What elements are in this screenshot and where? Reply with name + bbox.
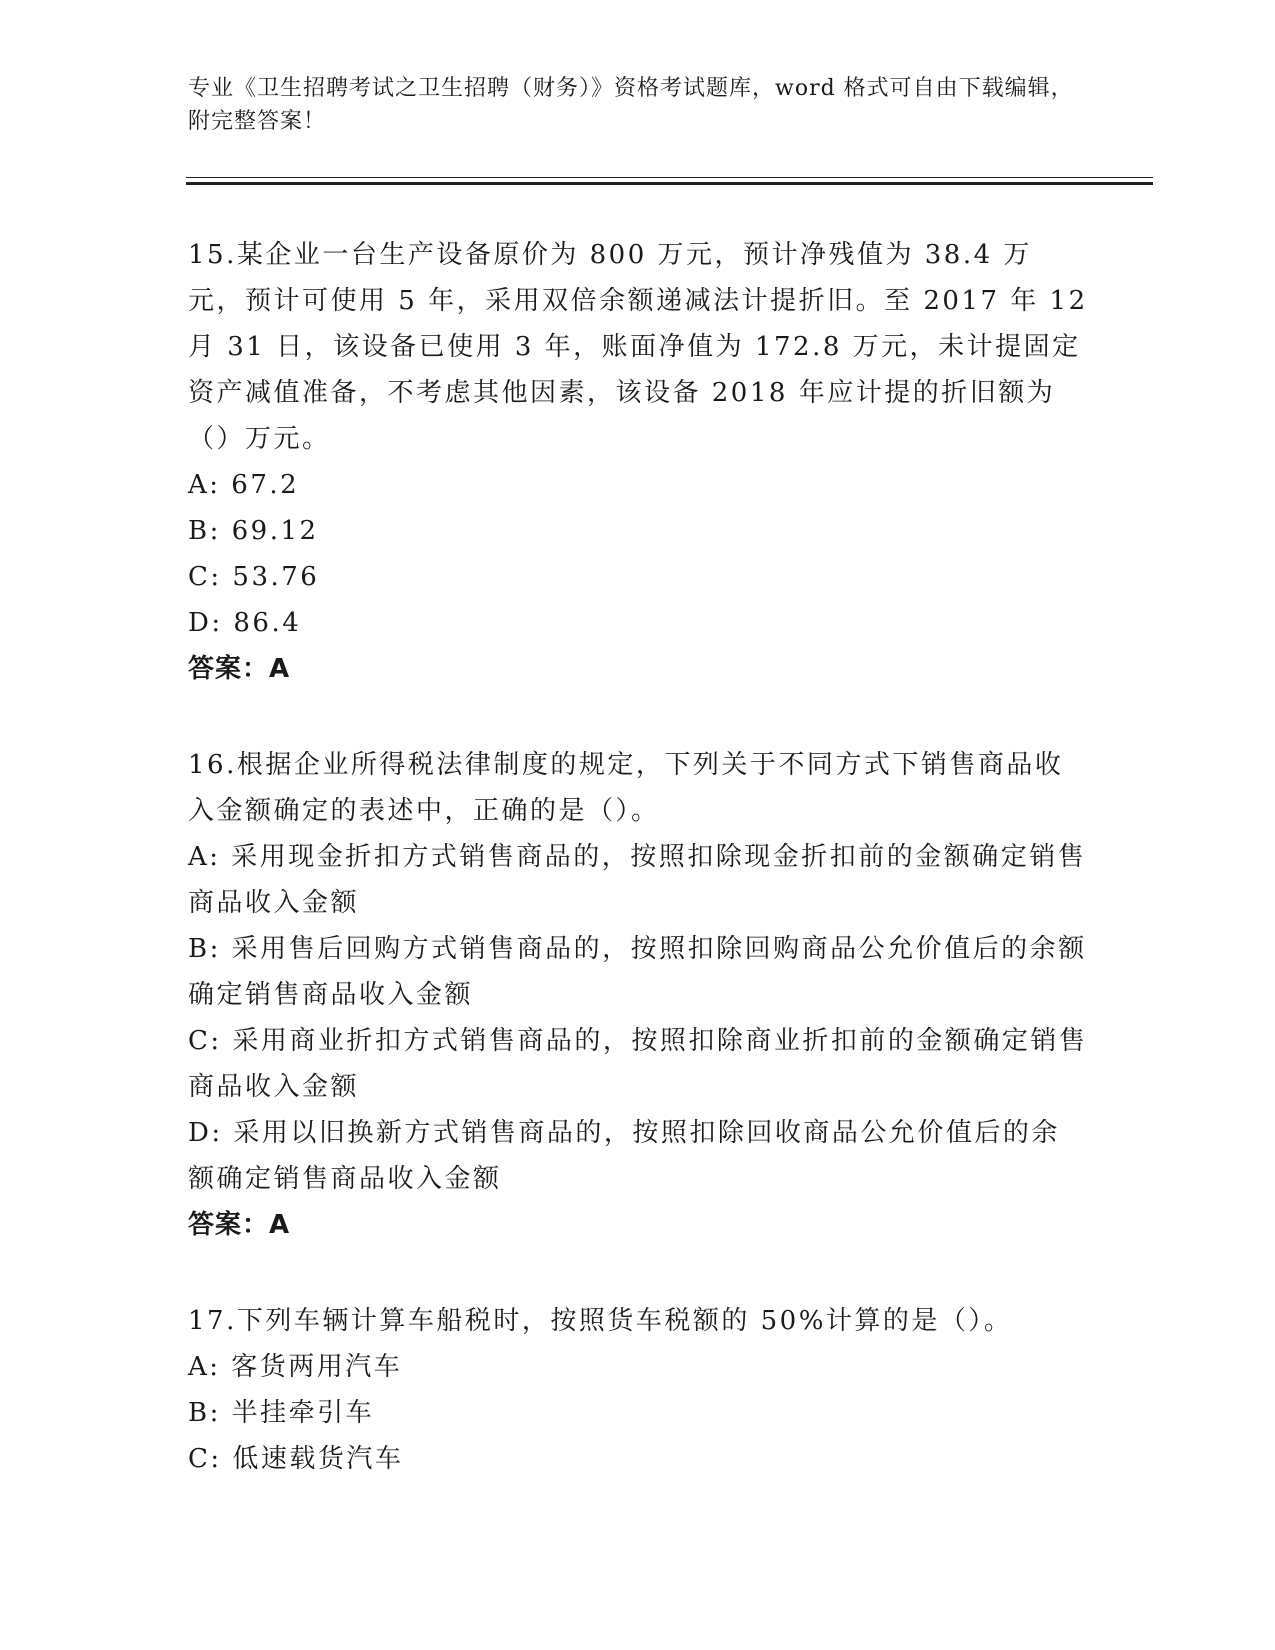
question-16 bbox=[188, 742, 1088, 1248]
answer-value: A bbox=[269, 654, 291, 684]
question-stem: 17.下列车辆计算车船税时，按照货车税额的 50%计算的是（）。 bbox=[188, 1306, 1013, 1336]
header-rule-thin bbox=[186, 177, 1153, 178]
option-a: A: 采用现金折扣方式销售商品的，按照扣除现金折扣前的金额确定销售商品收入金额 bbox=[188, 842, 1087, 918]
question-15 bbox=[188, 232, 1088, 692]
option-b: B: 69.12 bbox=[188, 516, 319, 546]
option-c: C: 采用商业折扣方式销售商品的，按照扣除商业折扣前的金额确定销售商品收入金额 bbox=[188, 1026, 1088, 1102]
option-d: D: 采用以旧换新方式销售商品的，按照扣除回收商品公允价值后的余额确定销售商品收入金额 bbox=[188, 1118, 1060, 1194]
question-stem: 16.根据企业所得税法律制度的规定，下列关于不同方式下销售商品收入金额确定的表述中，正确的是（）。 bbox=[188, 750, 1064, 826]
document-header: 专业《卫生招聘考试之卫生招聘（财务）》资格考试题库，word 格式可自由下载编辑，附完整答案！ bbox=[188, 76, 1074, 134]
answer-value: A bbox=[269, 1210, 291, 1240]
option-c: C: 53.76 bbox=[188, 562, 320, 592]
answer-label: 答案： bbox=[188, 654, 270, 684]
option-d: D: 86.4 bbox=[188, 608, 302, 638]
question-list bbox=[188, 232, 1088, 1532]
answer-line bbox=[188, 1202, 1088, 1248]
option-a: A: 客货两用汽车 bbox=[188, 1352, 403, 1382]
option-a: A: 67.2 bbox=[188, 470, 300, 500]
option-b: B: 采用售后回购方式销售商品的，按照扣除回购商品公允价值后的余额确定销售商品收入金额 bbox=[188, 934, 1087, 1010]
header-rule-thick bbox=[186, 182, 1153, 185]
answer-line bbox=[188, 646, 1088, 692]
option-c: C: 低速载货汽车 bbox=[188, 1444, 404, 1474]
answer-label: 答案： bbox=[188, 1210, 270, 1240]
option-b: B: 半挂牵引车 bbox=[188, 1398, 375, 1428]
question-stem: 15.某企业一台生产设备原价为 800 万元，预计净残值为 38.4 万元，预计可使用 5 年，采用双倍余额递减法计提折旧。至 2017 年 12 月 31 日，该设备已使用 3 年，账面净值为 172.8 万元，未计提固定资产减值准备，不考虑其他因素，该设备 2018 年应计提的折旧额为（）万元。 bbox=[188, 240, 1088, 454]
question-17 bbox=[188, 1298, 1088, 1482]
